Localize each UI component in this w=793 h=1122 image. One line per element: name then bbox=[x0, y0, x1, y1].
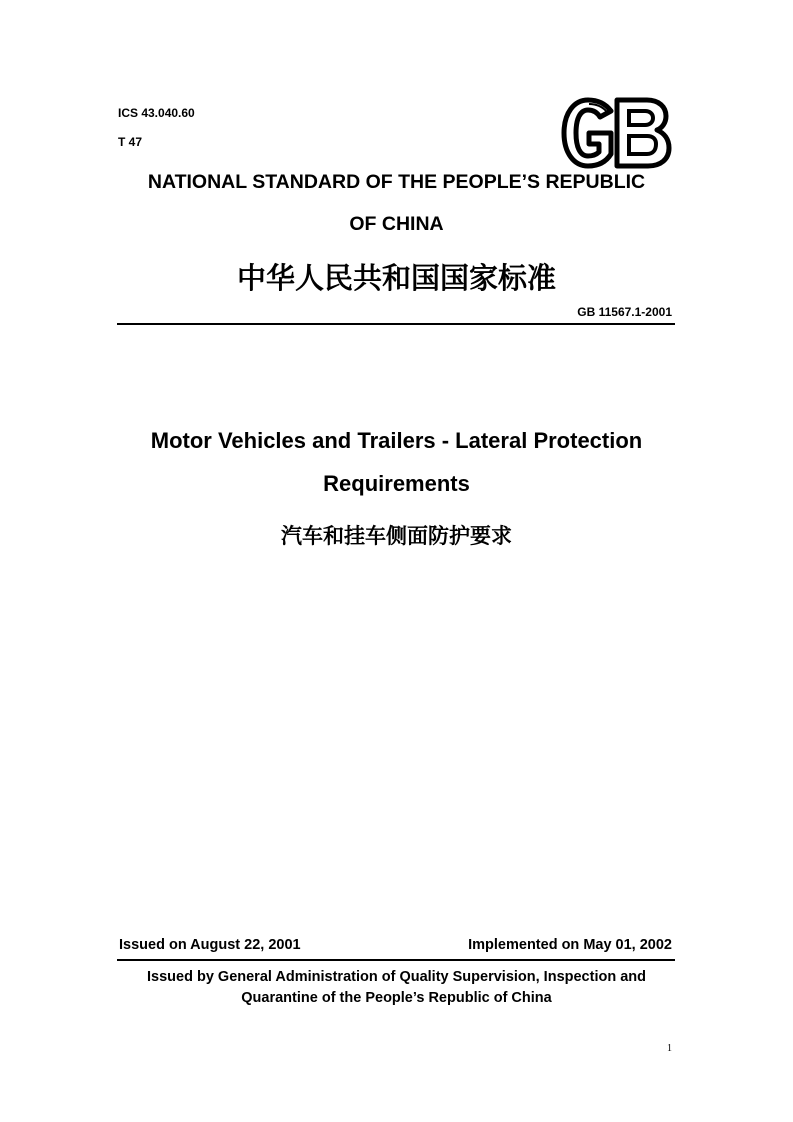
document-title-chinese: 汽车和挂车侧面防护要求 bbox=[281, 524, 512, 548]
svg-text:GB: GB bbox=[561, 84, 585, 101]
bottom-divider bbox=[117, 959, 675, 961]
issuing-authority-cont: Quarantine of the People’s Republic of China bbox=[241, 990, 552, 1006]
implemented-date: Implemented on May 01, 2002 bbox=[468, 937, 672, 953]
ics-code: ICS 43.040.60 bbox=[118, 106, 195, 120]
top-divider bbox=[117, 323, 675, 325]
national-standard-heading: NATIONAL STANDARD OF THE PEOPLE’S REPUBLIC bbox=[147, 171, 646, 193]
standard-number: GB 11567.1-2001 bbox=[577, 305, 672, 319]
national-standard-heading-chinese: 中华人民共和国国家标准 bbox=[236, 261, 556, 295]
gb-logo-icon bbox=[561, 84, 673, 169]
issued-date: Issued on August 22, 2001 bbox=[119, 937, 301, 953]
issuing-authority: Issued by General Administration of Quality Supervision, Inspection and bbox=[147, 969, 646, 985]
category-code: T 47 bbox=[118, 135, 143, 149]
document-title: Motor Vehicles and Trailers - Lateral Protection bbox=[150, 428, 643, 453]
national-standard-heading-cont: OF CHINA bbox=[349, 213, 444, 235]
document-title-cont: Requirements bbox=[323, 471, 470, 496]
page-number: 1 bbox=[667, 1043, 672, 1054]
